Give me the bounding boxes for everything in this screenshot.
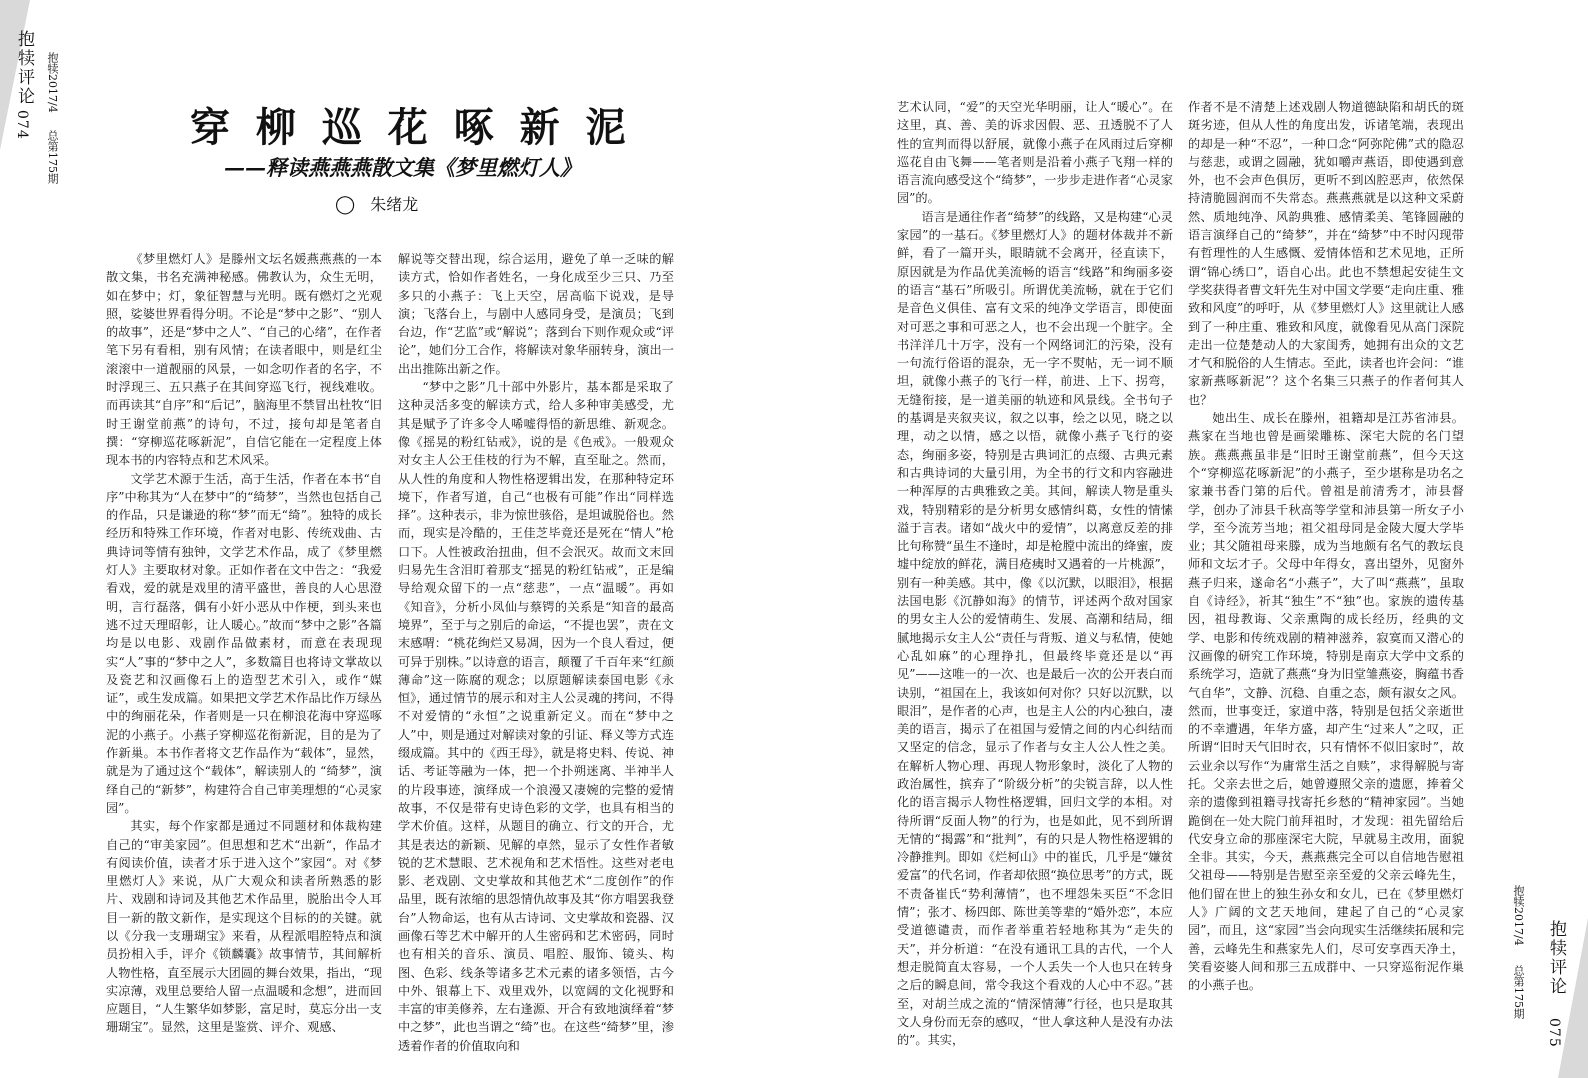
paragraph: 其实，每个作家都是通过不同题材和体裁构建自己的“审美家园”。但思想和艺术“出新“，作品才有阅读价值，读者才乐于进入这个”家园“。对《梦里燃灯人》来说，从广大观众和读者所熟悉的影片、戏剧和诗词及其他艺术作品里，脱胎出令人耳目一新的散文新作，是实现这个目标的的关键。就以《分我一支珊瑚宝》来看，从程派唱腔特点和演员扮相入手，评介《锁麟囊》故事情节，其间解析人物性格，直至展示大团圆的舞台效果，指出，“现实凉薄，戏里总要给人留一点温暖和念想”，进而回应题目，“人生繁华如梦影，富足时，莫忘分出一支珊瑚宝”。显然，这里是鉴赏、评介、观感、: [106, 819, 382, 1035]
left-sidebar-page-number: 074: [14, 110, 30, 140]
text-column-2: [398, 250, 674, 1055]
paragraph: “梦中之影”几十部中外影片，基本都是采取了这种灵活多变的解读方式，给人多种审美感受，尤其是赋予了许多令人唏嘘得悟的新思维、新观念。像《摇晃的粉红钻戒》，说的是《色戒》。一般观众对女主人公王佳枝的行为不解，直至耻之。然而，从人性的角度和人物性格逻辑出发，在那种特定环境下，作者写道，自己“也极有可能”作出“同样选择”。这种表示，非为惊世骇俗，是坦诚脱俗也。然而，现实是冷酷的，王佳芝毕竟还是死在“情人”枪口下。人性被政治扭曲，但不会泯灭。故而文末回归易先生含泪盯着那支“摇晃的粉红钻戒”，正是编导给观众留下的一点“慈悲”，一点“温暖”。再如《知音》，分析小凤仙与蔡锷的关系是“知音的最高境界”，至于与之别后的命运，“不提也罢”，责在文末感喟：“桃花绚烂又易凋，因为一个良人看过，便可异于别株。”以诗意的语言，颠覆了千百年来“红颜薄命”这一陈腐的观念；以原题解读泰国电影《永恒》，通过情节的展示和对主人公灵魂的拷问，不得不对爱情的“永恒”之说重新定义。而在“梦中之人”中，则是通过对解读对象的引证、释义等方式连缀成篇。其中的《西王母》，就是将史料、传说、神话、考证等融为一体，把一个扑朔迷离、半神半人的片段事迹，演绎成一个浪漫又凄婉的完整的爱情故事，不仅是带有史诗色彩的文学，也具有相当的学术价值。这样，从题目的确立、行文的开合，尤其是表达的新颖、见解的卓然，显示了女性作者敏锐的艺术慧眼、艺术视角和艺术悟性。这些对老电影、老戏剧、文史掌故和其他艺术“二度创作”的作品里，既有浓缩的思怨情仇故事及其“你方唱罢我登台”人物命运，也有从古诗词、文史掌故和瓷器、汉画像石等艺术中解开的人生密码和艺术密码，同时也有相关的音乐、演员、唱腔、服饰、镜头、构图、色彩、线条等诸多艺术元素的诸多领悟，古今中外、银幕上下、戏里戏外，以宽阔的文化视野和丰富的审美修养，左右逢源、开合有致地演绎着“梦中之梦”，此也当谓之“绮”也。在这些“绮梦”里，渗透着作者的价值取向和: [398, 380, 674, 1053]
article-title: 穿 柳 巡 花 啄 新 泥: [190, 104, 632, 151]
paragraph: 《梦里燃灯人》是滕州文坛名媛燕燕燕的一本散文集，书名充满神秘感。佛教认为，众生无明，如在梦中；灯，象征智慧与光明。既有燃灯之光观照，娑婆世界看得分明。不论是“梦中之影”、“别人的故事”，还是“梦中之人”、“自己的心绪”，在作者笔下另有看相，别有风情；在读者眼中，则是红尘滚滚中一道靓丽的风景，一如念叨作者的名字，不时浮现三、五只燕子在其间穿巡飞行，视线难收。而再读其“自序”和“后记”，脑海里不禁冒出杜牧“旧时王谢堂前燕”的诗句，不过，接句却是笔者自撰：“穿柳巡花啄新泥”，自信它能在一定程度上体现本书的内容特点和艺术风采。: [106, 252, 382, 468]
paragraph: 作者不是不清楚上述戏剧人物道德缺陷和胡氏的斑斑劣迹，但从人性的角度出发，诉诸笔端，表现出的却是一种“不忍”，一种口念“阿弥陀佛”式的隐忍与慈悲，或谓之圆融，犹如嚼声燕语，即使遇到意外，也不会声色俱厉，更听不到凶腔恶声，依然保持清脆圆润而不失常态。燕燕燕就是以这种文采蔚然、质地纯净、风韵典雅、感情柔美、笔锋圆融的语言演绎自己的“绮梦”，并在“绮梦”中不时闪现带有哲理性的人生感慨、爱情体悟和艺术见地，正所谓“锦心绣口”，语自心出。此也不禁想起安徒生文学奖获得者曹文轩先生对中国文学要“走向庄重、雅致和风度”的呼吁，从《梦里燃灯人》这里就让人感到了一种庄重、雅致和风度，就像看见从高门深院走出一位楚楚动人的大家闺秀，她拥有出众的文艺才气和脱俗的人生情志。至此，读者也许会问：“谁家新燕啄新泥”？这个名集三只燕子的作者何其人也？: [1188, 100, 1464, 407]
paragraph: 文学艺术源于生活，高于生活，作者在本书“自序”中称其为“人在梦中”的“绮梦”，当然也包括自己的作品，只是谦逊的称“梦”而无“绮”。独特的成长经历和特殊工作环境，作者对电影、传统戏曲、古典诗词等情有独钟，文学艺术作品，成了《梦里燃灯人》主要取材对象。正如作者在文中告之：“我爱看戏，爱的就是戏里的清平盛世，善良的人心思澄明，言行磊落，偶有小奸小恶从中作梗，到头来也逃不过天理昭彰，让人暖心。”故而“梦中之影”各篇均是以电影、戏剧作品做素材，而意在表现现实“人”事的“梦中之人”，多数篇目也将诗文掌故以及瓷艺和汉画像石上的造型艺术引入，或作“媒证”，或生发成篇。如果把文学艺术作品比作万绿丛中的绚丽花朵，作者则是一只在柳浪花海中穿巡啄泥的小燕子。小燕子穿柳巡花衔新泥，目的是为了作新巢。本书作者将文艺作品作为“载体”，显然，就是为了通过这个“载体”，解读别人的 “绮梦”，演绎自己的“新梦”，构建符合自己审美理想的“心灵家园”。: [106, 471, 382, 815]
text-column-3: [897, 98, 1173, 1048]
byline: [335, 192, 418, 215]
author-name: 朱绪龙: [370, 195, 419, 214]
paragraph: 语言是通往作者“绮梦”的线路，又是构建“心灵家园”的一基石。《梦里燃灯人》的题材体裁并不新鲜，看了一篇开头，眼睛就不会离开，径直读下，原因就是为作品优美流畅的语言“线路”和绚丽多姿的语言“基石”所吸引。所谓优美流畅，就在于它们是音色义俱佳、富有文采的纯净文学语言，即使面对可恶之事和可恶之人，也不会出现一个脏字。全书洋洋几十万字，没有一个网络词汇的污染，没有一句流行俗语的混杂，无一字不熨帖，无一词不顺坦，就像小燕子的飞行一样，前进、上下、拐弯，无缝衔接，是一道美丽的轨迹和风景线。全书句子的基调是夹叙夹议，叙之以事，绘之以见，晓之以理，动之以情，感之以悟，就像小燕子飞行的姿态，绚丽多姿，特别是古典词汇的点缀、古典元素和古典诗词的大量引用，为全书的行文和内容融进一种浑厚的古典雅致之美。其间，解读人物是重头戏，特别精彩的是分析男女感情纠葛，女性的情愫溢于言表。诸如“战火中的爱情”，以离意反差的排比句称赞“虽生不逢时，却是枪膛中流出的绛蜜，废墟中绽放的鲜花，满目疮痍时又遇着的一片桃源”，别有一种美感。其中，像《以沉默，以眼泪》，根据法国电影《沉静如海》的情节，评述两个敌对国家的男女主人公的爱情萌生、发展、高潮和结局，细腻地揭示女主人公“责任与背叛、道义与私情，使她心乱如麻”的心理挣扎，但最终毕竟还是以“再见”——这唯一的一次、也是最后一次的公开表白而诀别，“祖国在上，我该如何对你？只好以沉默，以眼泪”，是作者的心声，也是主人公的内心独白，凄美的语言，揭示了在祖国与爱情之间的内心纠结而又坚定的信念，显示了作者与女主人公人性之美。在解析人物心理、再现人物形象时，淡化了人物的政治属性，摈弃了“阶级分析”的尖锐言辞，以人性化的语言揭示人物性格逻辑，回归文学的本相。对待所谓“反面人物”的行为，也是如此，见不到所谓无情的“揭露”和“批判”，有的只是人物性格逻辑的冷静推判。即如《烂柯山》中的崔氏，几乎是“嫌贫爱富”的代名词，作者却依照“换位思考”的方式，既不责备崔氏“势利薄情”，也不埋怨朱买臣“不念旧情”；张才、杨四郎、陈世美等辈的“婚外恋”，本应受道德谴责，而作者举重若轻地称其为“走失的天”，并分析道：“在没有通讯工具的古代，一个人想走脱简直太容易，一个人丢失一个人也只在转身之后的瞬息间，常令我这个看戏的人心中不忍。”甚至，对胡兰成之流的“情深情薄”行径，也只是取其文人身份而无奈的感叹，“世人拿这种人是没有办法的”。其实，: [897, 209, 1173, 1048]
byline-circle-mark: ◯: [335, 194, 356, 215]
left-sidebar-journal: 抱犊评论: [14, 30, 34, 106]
right-sidebar-page-number: 075: [1546, 1018, 1562, 1048]
text-column-4: [1188, 98, 1464, 993]
left-running-total: 总第175期: [46, 130, 59, 184]
paragraph: 艺术认同，“爱”的天空光华明丽，让人“暖心”。在这里，真、善、美的诉求因假、恶、丑透脱不了人性的宣判而得以舒展，就像小燕子在风雨过后穿柳巡花自由飞舞——笔者则是沿着小燕子飞翔一样的语言流向感受这个“绮梦”，一步步走进作者“心灵家园”的。: [897, 100, 1173, 206]
paragraph: 她出生、成长在滕州，祖籍却是江苏省沛县。燕家在当地也曾是画梁雕栋、深宅大院的名门望族。燕燕燕虽非是“旧时王谢堂前燕”，但今天这个“穿柳巡花啄新泥”的小燕子，至少堪称是功名之家兼书香门第的后代。曾祖是前清秀才，沛县督学，创办了沛县千秋高等学堂和沛县第一所女子小学，至今流芳当地；祖父祖母同是金陵大厦大学毕业；其父随祖母来滕，成为当地颇有名气的教坛良师和文坛才子。父母中年得女，喜出望外，见窗外燕子归来，遂命名“小燕子”，大了叫“燕燕”，虽取自《诗经》，祈其“独生”不“独”也。家族的遗传基因，祖母教诲、父亲熏陶的成长经历，经典的文学、电影和传统戏剧的精神滋养，寂寞而又潜心的汉画像的研究工作环境，特别是南京大学中文系的系统学习，造就了燕燕“身为旧堂雏燕姿，胸蕴书香气自华”，文静、沉稳、自重之态，颇有淑女之风。然而，世事变迁，家道中落，特别是包括父亲逝世的不幸遭遇，年华方盛，却产生“过来人”之叹，正所谓“旧时天气旧时衣，只有情怀不似旧家时”，故云业余以写作“为庸常生活之自赎”，求得解脱与寄托。父亲去世之后，她曾遵照父亲的遗愿，捧着父亲的遗像到祖籍寻找寄托乡愁的“精神家园”。当她跪倒在一处大院门前拜祖时，才发现：祖先留给后代安身立命的那座深宅大院，早就易主改用，面貌全非。其实，今天，燕燕燕完全可以自信地告慰祖父祖母——特别是告慰至亲至爱的父亲云峰先生，他们留在世上的独生孙女和女儿，已在《梦里燃灯人》广阔的文艺天地间，建起了自己的“心灵家园”，而且，这“家园”当会向现实生活继续拓展和完善，云峰先生和燕家先人们，尽可安享西天净土，笑看姿婆人间和那三五成群中、一只穿巡衔泥作巢的小燕子也。: [1188, 411, 1464, 993]
article-subtitle: ——释读燕燕燕散文集《梦里燃灯人》: [224, 155, 581, 180]
paragraph: 解说等交替出现，综合运用，避免了单一乏味的解读方式，恰如作者姓名，一身化成至少三只、乃至多只的小燕子：飞上天空，居高临下说戏，是导演；飞落台上，与剧中人感同身受，是演员；飞到台边，作“艺监”或“解说”；落到台下则作观众或“评论”，她们分工合作，将解读对象华丽转身，演出一出出推陈出新之作。: [398, 252, 674, 376]
text-column-1: [106, 250, 382, 1055]
right-running-total: 总第175期: [1512, 965, 1525, 1019]
right-running-issue: 抱犊2017/4: [1512, 885, 1525, 946]
left-running-issue: 抱犊2017/4: [46, 52, 59, 113]
right-sidebar-journal: 抱犊评论: [1546, 920, 1566, 996]
